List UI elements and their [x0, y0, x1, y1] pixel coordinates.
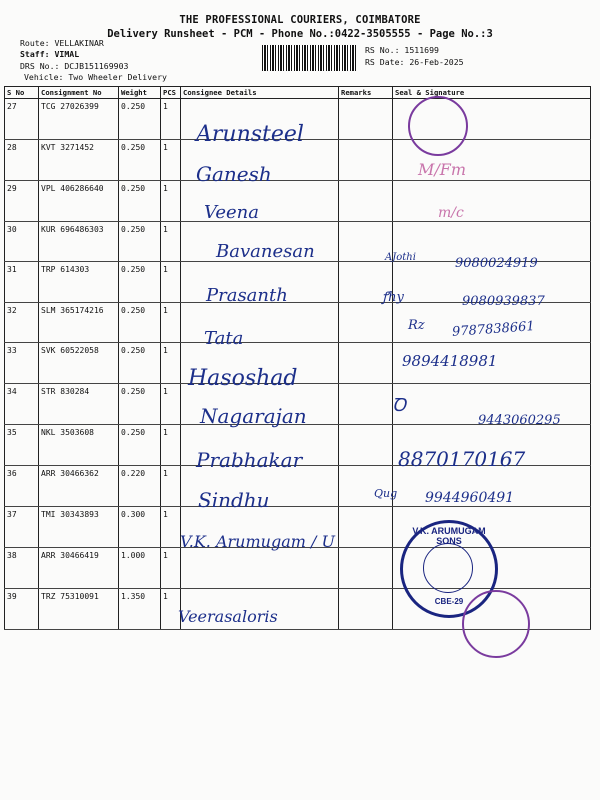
cell-weight: 0.250 [119, 181, 161, 222]
stamp-city: CBE-29 [434, 597, 464, 606]
cell-consignment-no: NKL 3503608 [39, 425, 119, 466]
cell-sno: 31 [5, 262, 39, 303]
cell-pcs: 1 [161, 507, 181, 548]
cell-consignment-no: ARR 30466362 [39, 466, 119, 507]
consignee-handwriting: Arunsteel [196, 122, 304, 147]
cell-remarks [339, 507, 393, 548]
consignee-handwriting: Prasanth [206, 285, 288, 306]
consignee-handwriting: V.K. Arumugam / U [180, 532, 335, 551]
rs-date: RS Date: 26-Feb-2025 [365, 57, 464, 67]
cell-pcs: 1 [161, 222, 181, 262]
cell-consignee [181, 548, 339, 589]
cell-weight: 0.220 [119, 466, 161, 507]
cell-pcs: 1 [161, 181, 181, 222]
cell-consignment-no: TCG 27026399 [39, 99, 119, 140]
cell-weight: 0.250 [119, 99, 161, 140]
signature-mark-34: Ꝺ [392, 395, 406, 416]
cell-remarks [339, 303, 393, 343]
consignee-handwriting: Sindhu [198, 488, 270, 512]
col-weight: Weight [119, 87, 161, 99]
cell-sno: 28 [5, 140, 39, 181]
consignee-handwriting: Ganesh [196, 162, 272, 186]
cell-remarks [339, 466, 393, 507]
cell-weight: 0.250 [119, 222, 161, 262]
company-title: THE PROFESSIONAL COURIERS, COIMBATORE [179, 14, 421, 26]
cell-sno: 39 [5, 589, 39, 630]
cell-consignment-no: ARR 30466419 [39, 548, 119, 589]
cell-weight: 0.300 [119, 507, 161, 548]
cell-sno: 37 [5, 507, 39, 548]
cell-consignment-no: TMI 30343893 [39, 507, 119, 548]
cell-remarks [339, 181, 393, 222]
consignee-handwriting: Bavanesan [216, 241, 315, 262]
cell-pcs: 1 [161, 425, 181, 466]
vehicle-label: Vehicle: Two Wheeler Delivery [24, 72, 167, 82]
cell-remarks [339, 343, 393, 384]
cell-pcs: 1 [161, 589, 181, 630]
cell-pcs: 1 [161, 99, 181, 140]
col-remarks: Remarks [339, 87, 393, 99]
cell-weight: 0.250 [119, 343, 161, 384]
table-row [5, 548, 591, 589]
seal-scribble-1: M/Fm [418, 160, 467, 179]
consignee-handwriting: Veena [204, 202, 259, 223]
consignee-handwriting: Prabhakar [196, 448, 303, 472]
cell-sno: 32 [5, 303, 39, 343]
col-consignment: Consignment No [39, 87, 119, 99]
cell-sno: 30 [5, 222, 39, 262]
seal-stamp-top [408, 96, 468, 156]
stamp-name: V.K. ARUMUGAM SONS [412, 526, 486, 546]
cell-pcs: 1 [161, 384, 181, 425]
cell-weight: 0.250 [119, 384, 161, 425]
cell-sno: 27 [5, 99, 39, 140]
cell-sno: 38 [5, 548, 39, 589]
table-row [5, 181, 591, 222]
cell-weight: 1.350 [119, 589, 161, 630]
cell-consignment-no: KVT 3271452 [39, 140, 119, 181]
cell-sno: 34 [5, 384, 39, 425]
barcode-icon [262, 45, 356, 71]
cell-pcs: 1 [161, 140, 181, 181]
phone-row-33: 9787838661 [451, 319, 536, 340]
consignee-handwriting: Veerasaloris [178, 607, 278, 626]
cell-weight: 1.000 [119, 548, 161, 589]
cell-consignment-no: TRP 614303 [39, 262, 119, 303]
cell-sno: 29 [5, 181, 39, 222]
cell-consignment-no: VPL 406286640 [39, 181, 119, 222]
cell-weight: 0.250 [119, 303, 161, 343]
cell-remarks [339, 425, 393, 466]
route-label: Route: VELLAKINAR [20, 38, 104, 48]
cell-consignment-no: SLM 365174216 [39, 303, 119, 343]
col-pcs: PCS [161, 87, 181, 99]
cell-consignment-no: SVK 60522058 [39, 343, 119, 384]
phone-row-36: 8870170167 [398, 447, 526, 471]
phone-row-37: 9944960491 [425, 490, 515, 506]
runsheet-subtitle: Delivery Runsheet - PCM - Phone No.:0422-3505555 - Page No.:3 [107, 28, 493, 40]
table-header-row [5, 87, 591, 99]
signature-mark-32: ꝭhy [382, 290, 404, 305]
consignee-handwriting: Tata [204, 328, 244, 349]
consignee-handwriting: Nagarajan [200, 404, 307, 428]
cell-remarks [339, 99, 393, 140]
cell-remarks [339, 140, 393, 181]
phone-row-33b: 9894418981 [402, 352, 498, 370]
cell-consignment-no: STR 830284 [39, 384, 119, 425]
cell-remarks [339, 548, 393, 589]
cell-sno: 33 [5, 343, 39, 384]
cell-pcs: 1 [161, 466, 181, 507]
drs-number: DRS No.: DCJB151169903 [20, 61, 129, 71]
cell-consignment-no: KUR 696486303 [39, 222, 119, 262]
seal-scribble-2: m/c [438, 205, 464, 221]
cell-remarks [339, 589, 393, 630]
cell-pcs: 1 [161, 303, 181, 343]
staff-label: Staff: VIMAL [20, 49, 80, 59]
cell-weight: 0.250 [119, 262, 161, 303]
signature-mark-33: Rz [408, 318, 425, 333]
phone-row-31: 9080024919 [455, 256, 538, 271]
cell-remarks [339, 384, 393, 425]
consignee-handwriting: Hasoshad [188, 366, 298, 391]
cell-weight: 0.250 [119, 140, 161, 181]
signature-row-31: AJothi [385, 252, 416, 263]
col-seal: Seal & Signature [393, 87, 591, 99]
cell-sno: 36 [5, 466, 39, 507]
cell-consignment-no: TRZ 75310091 [39, 589, 119, 630]
cell-pcs: 1 [161, 548, 181, 589]
cell-seal [393, 181, 591, 222]
cell-weight: 0.250 [119, 425, 161, 466]
phone-row-35: 9443060295 [478, 413, 561, 428]
cell-sno: 35 [5, 425, 39, 466]
cell-pcs: 1 [161, 343, 181, 384]
col-sno: S No [5, 87, 39, 99]
stamp-inner-ring [423, 543, 473, 593]
signature-mark-37: Qug [374, 487, 398, 500]
seal-stamp-bottom [462, 590, 530, 658]
cell-pcs: 1 [161, 262, 181, 303]
phone-row-32: 9080939837 [462, 294, 545, 309]
col-consignee: Consignee Details [181, 87, 339, 99]
rs-number: RS No.: 1511699 [365, 45, 439, 55]
